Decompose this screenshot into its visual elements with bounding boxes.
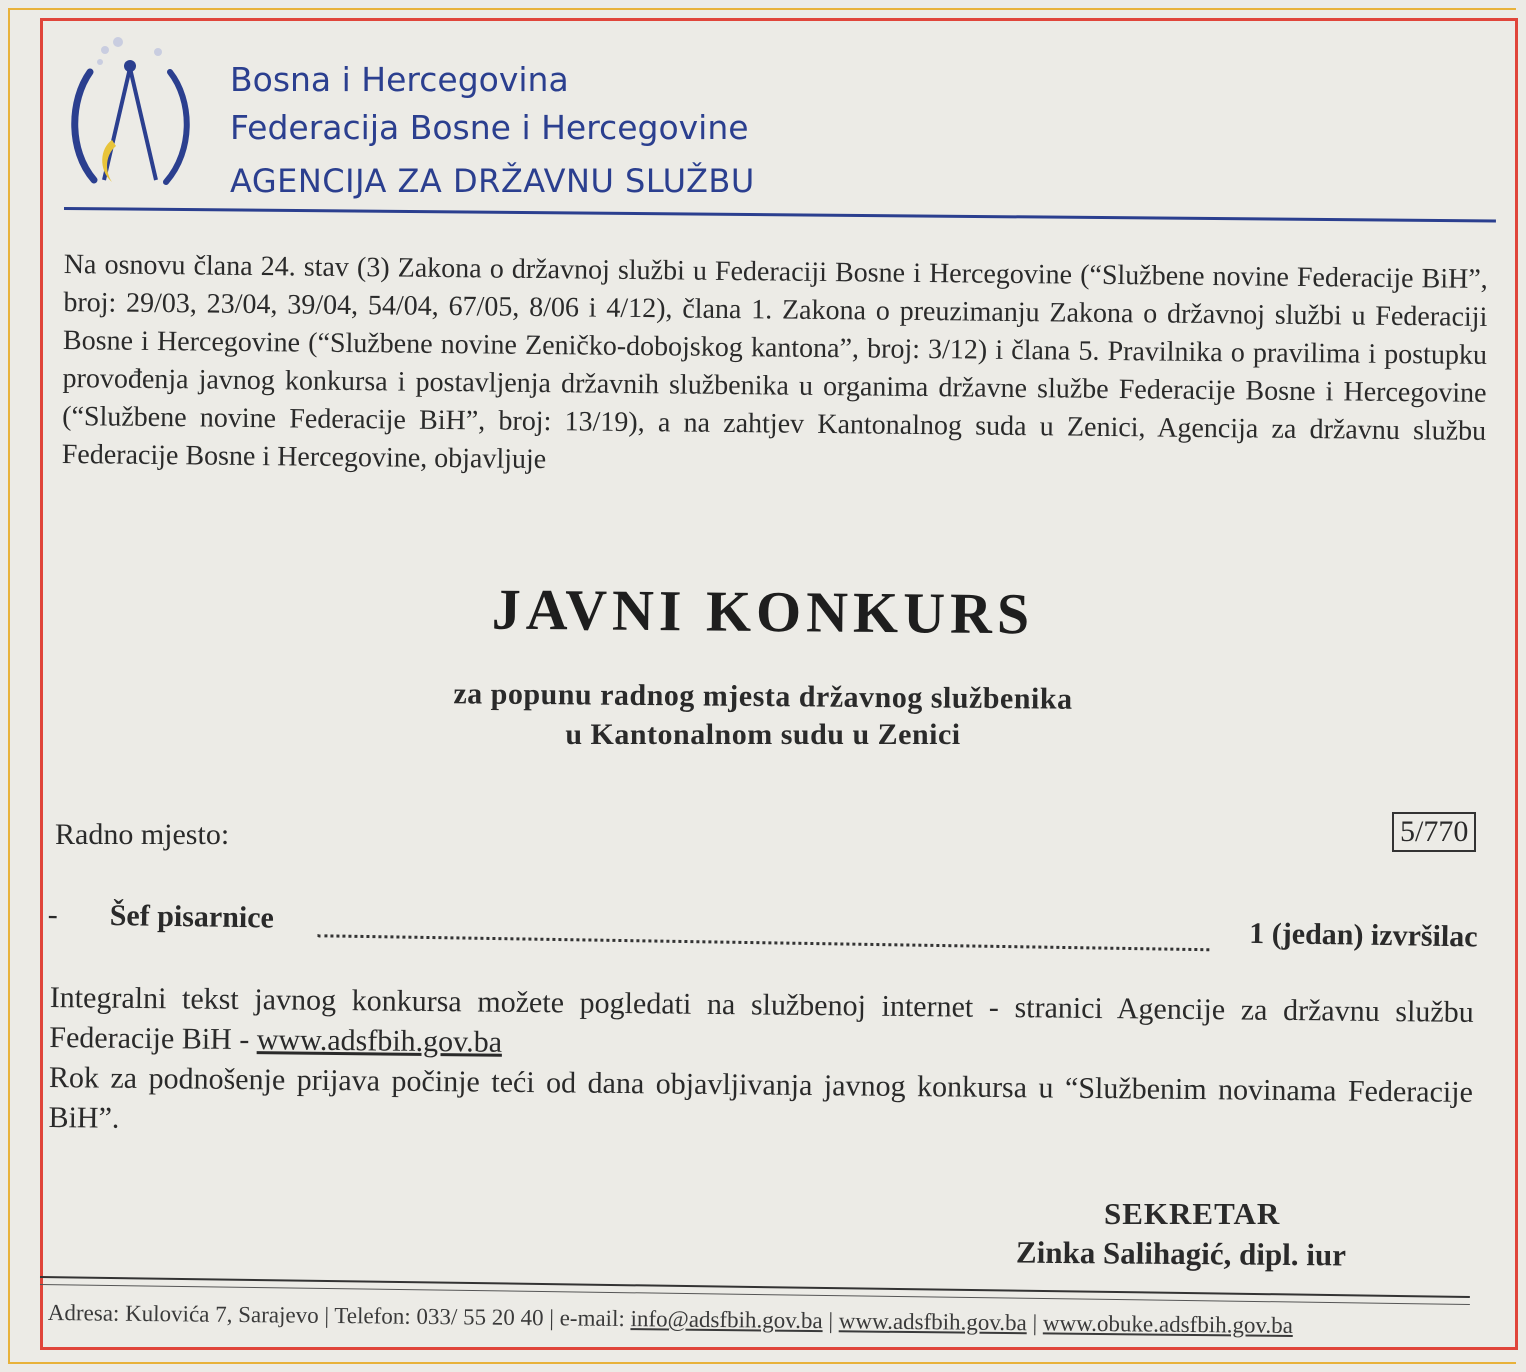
subtitle-line-2: u Kantonalnom sudu u Zenici (565, 718, 961, 751)
footer-separator: | (318, 1302, 335, 1328)
footer-address: Adresa: Kulovića 7, Sarajevo (47, 1300, 319, 1328)
position-name: Šef pisarnice (109, 898, 275, 935)
agency-logo-icon (60, 30, 200, 200)
agency-website-link[interactable]: www.adsfbih.gov.ba (256, 1023, 503, 1059)
notice-part-1: Integralni tekst javnog konkursa možete pogledati na službenoj internet - stranici Agencije za državnu službu Federacije BiH - (49, 980, 1474, 1057)
footer-separator: | (543, 1305, 560, 1331)
list-dash: - (47, 898, 58, 932)
footer-web-link[interactable]: www.adsfbih.gov.ba (838, 1308, 1027, 1336)
subtitle-line-1: za popunu radnog mjesta državnog službenika (453, 677, 1073, 716)
position-count: 1 (jedan) izvršilac (1249, 916, 1478, 954)
footer-separator: | (822, 1308, 839, 1334)
ad-code-badge: 5/770 (1392, 812, 1476, 852)
footer-email-link[interactable]: info@adsfbih.gov.ba (630, 1306, 823, 1334)
org-country: Bosna i Hercegovina (230, 60, 569, 99)
dotted-leader (317, 934, 1209, 951)
signature-name: Zinka Salihagić, dipl. iur (1015, 1234, 1347, 1273)
signature-title: SEKRETAR (1104, 1196, 1281, 1231)
footer-training-link[interactable]: www.obuke.adsfbih.gov.ba (1042, 1310, 1294, 1339)
intro-paragraph: Na osnovu člana 24. stav (3) Zakona o državnoj službi u Federaciji Bosne i Hercegovine (“Službene novine Federacije BiH”, broj: 29/03, 23/04, 39/04, 54/04, 67/05, 8/06 i 4/12), člana 1. Zakona o preuzimanju Zakona o državnoj službi u Federaciji Bosne i Hercegovine (“Službene novine Zeničko-dobojskog kantona”, broj: 3/12) i člana 5. Pravilnika o pravilima i postupku provođenja javnog konkursa i postavljenja državnih službenika u organima državne službe Federacije Bosne i Hercegovine (“Službene novine Federacije BiH”, broj: 13/19), a na zahtjev Kantonalnog suda u Zenici, Agencija za državnu službu Federacije Bosne i Hercegovine, objavljuje (61, 248, 1488, 476)
footer-separator: | (1026, 1310, 1044, 1336)
footer-phone: Telefon: 033/ 55 20 40 (334, 1303, 544, 1331)
notice-text (48, 978, 1474, 1153)
footer-email-label: e-mail: (559, 1305, 631, 1332)
position-label: Radno mjesto: (55, 818, 230, 851)
notice-part-2: Rok za podnošenje prijava počinje teći od dana objavljivanja javnog konkursa u “Službenim novinama Federacije BiH”. (48, 1060, 1474, 1135)
page-title: JAVNI KONKURS (491, 576, 1035, 647)
org-agency: AGENCIJA ZA DRŽAVNU SLUŽBU (230, 162, 755, 200)
org-entity: Federacija Bosne i Hercegovine (230, 108, 749, 147)
